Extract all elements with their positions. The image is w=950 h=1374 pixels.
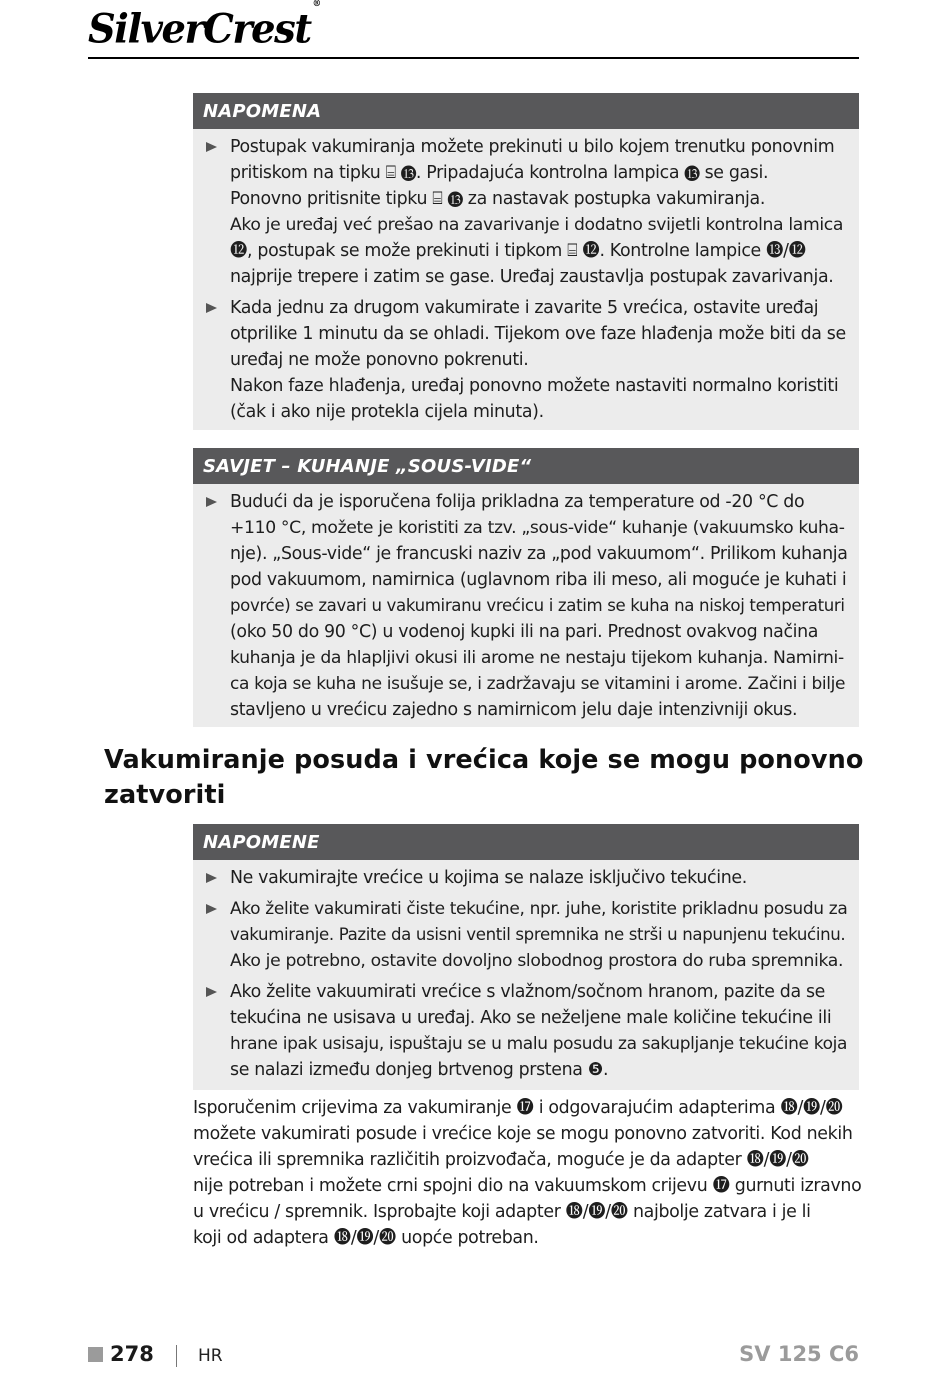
text-line: Ne vakumirajte vrećice u kojima se nalaze isključivo tekućine. — [230, 868, 747, 888]
text-line: tekućina ne usisava u uređaj. Ako se neželjene male količine tekućine ili — [230, 1008, 832, 1028]
text-line: (čak i ako nije protekla cijela minuta). — [230, 402, 544, 422]
text-line: nije potreban i možete crni spojni dio na vakuumskom crijevu ⓱ gurnuti izravno — [193, 1176, 862, 1196]
registered-mark: ® — [312, 0, 320, 9]
text-line: pod vakuumom, namirnica (uglavnom riba ili meso, ali moguće je kuhati i — [230, 570, 847, 590]
text-line: stavljeno u vrećicu zajedno s namirnicom jelu daje intenzivniji okus. — [230, 700, 798, 720]
notes-bullet-moist-food — [203, 979, 849, 1083]
bullet-arrow-icon — [206, 497, 217, 507]
text-line: Ako želite vakuumirati vrećice s vlažnom/sočnom hranom, pazite da se — [230, 982, 826, 1002]
text-line: +110 °C, možete je koristiti za tzv. „sous-vide“ kuhanje (vakuumsko kuha- — [230, 518, 845, 538]
notes-box — [193, 824, 859, 1090]
notes-bullet-liquids-only — [203, 865, 849, 891]
text-line: ca koja se kuha ne isušuje se, i zadržavaju se vitamini i arome. Začini i bilje — [230, 674, 846, 694]
tip-box-heading: SAVJET – KUHANJE „SOUS-VIDE“ — [193, 448, 859, 484]
text-line: vakumiranje. Pazite da usisni ventil spremnika ne strši u napunjenu tekućinu. — [230, 925, 846, 944]
brand-logo-text: SilverCrest — [88, 5, 311, 53]
section-title — [104, 743, 864, 813]
text-line: ⓬, postupak se može prekinuti i tipkom ⌸ ⓬. Kontrolne lampice ⓭/⓬ — [230, 241, 806, 261]
text-line: Kada jednu za drugom vakumirate i zavarite 5 vrećica, ostavite uređaj — [230, 298, 819, 318]
text-line: otprilike 1 minutu da se ohladi. Tijekom ove faze hlađenja može biti da se — [230, 324, 846, 344]
footer-divider — [176, 1345, 177, 1367]
note-bullet-cooling — [203, 295, 849, 425]
text-line: se nalazi između donjeg brtvenog prstena ❺. — [230, 1060, 609, 1080]
bullet-arrow-icon — [206, 904, 217, 914]
text-line: uređaj ne može ponovno pokrenuti. — [230, 350, 529, 370]
tip-bullet-sous-vide — [203, 489, 849, 723]
tip-box — [193, 448, 859, 727]
text-line: Postupak vakumiranja možete prekinuti u bilo kojem trenutku ponovnim — [230, 137, 835, 157]
model-number: SV 125 C6 — [739, 1342, 859, 1366]
text-line: povrće) se zavari u vakumiranu vrećicu i zatim se kuha na niskoj temperaturi — [230, 596, 845, 615]
text-line: Ako želite vakumirati čiste tekućine, npr. juhe, koristite prikladnu posudu za — [230, 899, 848, 919]
text-line: vrećica ili spremnika različitih proizvođača, moguće je da adapter ⓲/⓳/⓴ — [193, 1150, 809, 1170]
note-bullet-pause — [203, 134, 849, 290]
text-line: Ponovno pritisnite tipku ⌸ ⓭ za nastavak postupka vakumiranja. — [230, 189, 766, 209]
text-line: Isporučenim crijevima za vakumiranje ⓱ i odgovarajućim adapterima ⓲/⓳/⓴ — [193, 1098, 843, 1118]
bullet-arrow-icon — [206, 873, 217, 883]
language-code: HR — [198, 1346, 223, 1366]
note-box — [193, 93, 859, 430]
text-line: najprije trepere i zatim se gase. Uređaj zaustavlja postupak zavarivanja. — [230, 267, 834, 287]
text-line: Nakon faze hlađenja, uređaj ponovno možete nastaviti normalno koristiti — [230, 376, 839, 396]
text-line: kuhanja je da hlapljivi okusi ili arome ne nestaju tijekom kuhanja. Namirni- — [230, 648, 844, 668]
text-line: u vrećicu / spremnik. Isprobajte koji adapter ⓲/⓳/⓴ najbolje zatvara i je li — [193, 1202, 811, 1222]
notes-bullet-clear-liquids — [203, 896, 849, 974]
text-line: nje). „Sous-vide“ je francuski naziv za „pod vakuumom“. Prilikom kuhanja — [230, 544, 848, 564]
section-title-line: zatvoriti — [104, 780, 226, 810]
brand-logo — [88, 0, 320, 53]
text-line: (oko 50 do 90 °C) u vodenoj kupki ili na pari. Prednost ovakvog načina — [230, 622, 819, 642]
text-line: pritiskom na tipku ⌸ ⓭. Pripadajuća kontrolna lampica ⓭ se gasi. — [230, 163, 769, 183]
header-rule — [88, 57, 859, 59]
bullet-arrow-icon — [206, 142, 217, 152]
text-line: Budući da je isporučena folija prikladna za temperature od -20 °C do — [230, 492, 805, 512]
text-line: Ako je uređaj već prešao na zavarivanje i dodatno svijetli kontrolna lamica — [230, 215, 844, 235]
page-number: 278 — [110, 1342, 154, 1366]
note-box-heading: NAPOMENA — [193, 93, 859, 129]
section-title-line: Vakumiranje posuda i vrećica koje se mogu ponovno — [104, 745, 864, 775]
footer-square-icon — [88, 1347, 103, 1362]
text-line: hrane ipak usisaju, ispuštaju se u malu posudu za sakupljanje tekućine koja — [230, 1034, 848, 1054]
notes-box-heading: NAPOMENE — [193, 824, 859, 860]
text-line: možete vakumirati posude i vrećice koje se mogu ponovno zatvoriti. Kod nekih — [193, 1124, 853, 1144]
text-line: Ako je potrebno, ostavite dovoljno slobodnog prostora do ruba spremnika. — [230, 951, 844, 971]
bullet-arrow-icon — [206, 303, 217, 313]
body-paragraph — [193, 1095, 865, 1251]
bullet-arrow-icon — [206, 987, 217, 997]
text-line: koji od adaptera ⓲/⓳/⓴ uopće potreban. — [193, 1228, 539, 1248]
